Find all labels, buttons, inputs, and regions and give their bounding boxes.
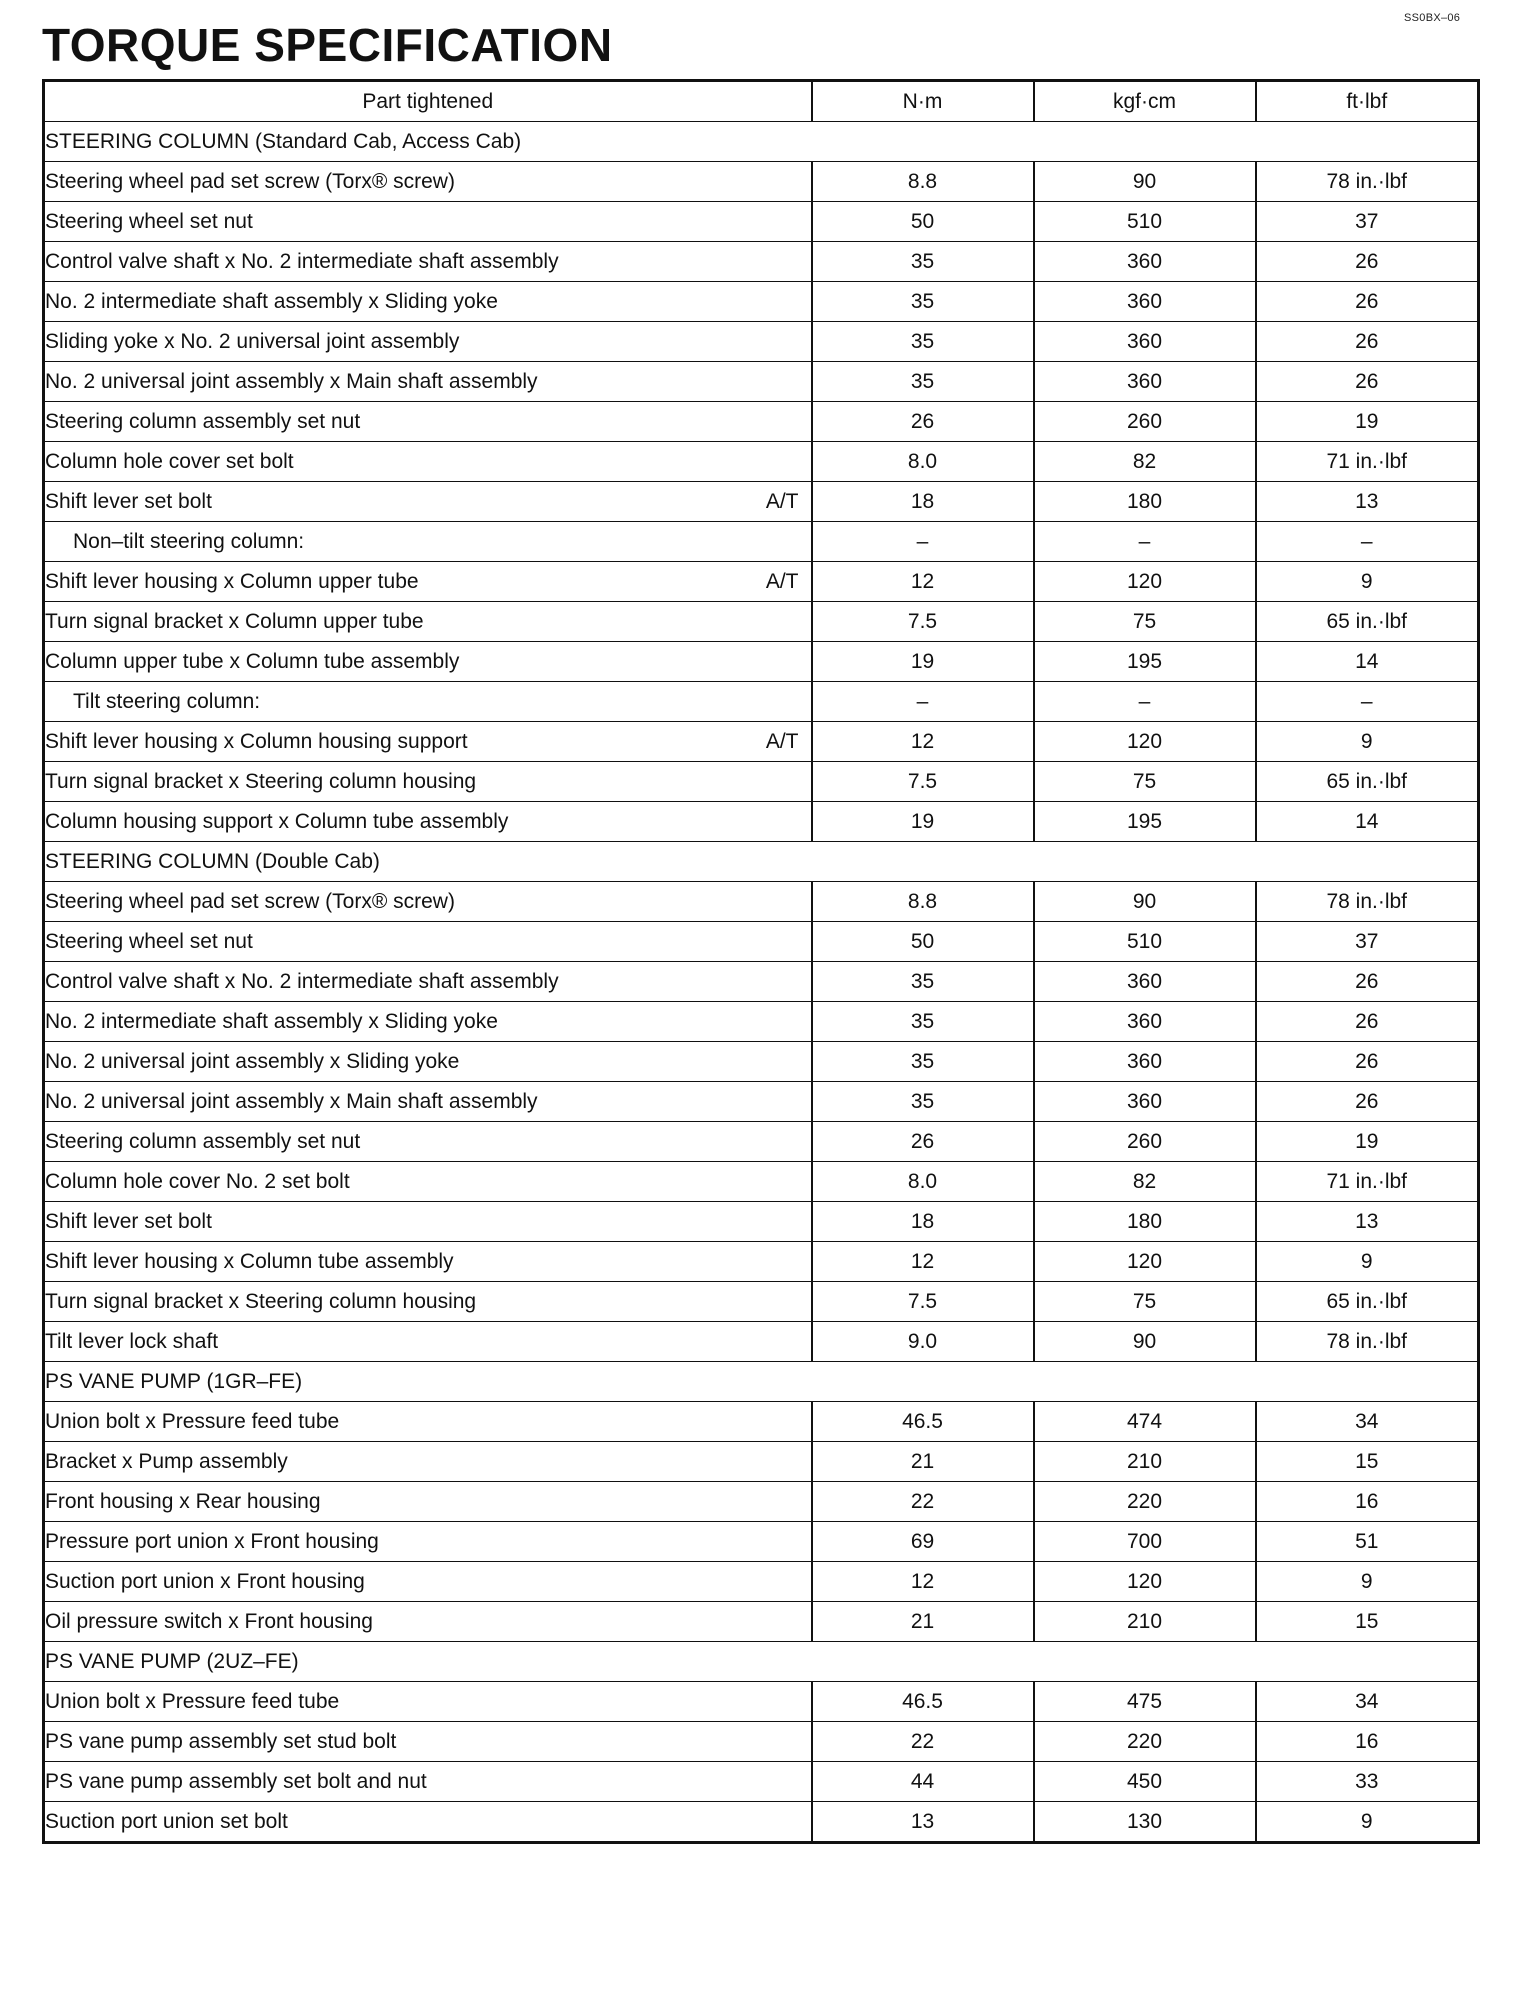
nm-value: 21 xyxy=(812,1602,1034,1642)
kgf-cm-value: 90 xyxy=(1034,882,1256,922)
ft-lbf-value: 26 xyxy=(1256,1042,1479,1082)
part-cell xyxy=(44,1202,812,1242)
ft-lbf-value: 26 xyxy=(1256,1002,1479,1042)
nm-value: 26 xyxy=(812,1122,1034,1162)
section-heading: PS VANE PUMP (2UZ–FE) xyxy=(44,1642,1479,1682)
kgf-cm-value: 120 xyxy=(1034,1242,1256,1282)
ft-lbf-value: 34 xyxy=(1256,1682,1479,1722)
kgf-cm-value: 260 xyxy=(1034,1122,1256,1162)
table-row xyxy=(44,282,1479,322)
part-cell xyxy=(44,442,812,482)
table-row xyxy=(44,642,1479,682)
ft-lbf-value: 16 xyxy=(1256,1722,1479,1762)
part-name: Column upper tube x Column tube assembly xyxy=(45,649,460,673)
nm-value: 19 xyxy=(812,802,1034,842)
kgf-cm-value: 90 xyxy=(1034,1322,1256,1362)
table-row xyxy=(44,322,1479,362)
section-heading: STEERING COLUMN (Standard Cab, Access Cab) xyxy=(44,122,1479,162)
part-name: Sliding yoke x No. 2 universal joint assembly xyxy=(45,329,460,353)
header-part-tightened: Part tightened xyxy=(44,81,812,122)
ft-lbf-value: 33 xyxy=(1256,1762,1479,1802)
part-name: Pressure port union x Front housing xyxy=(45,1529,379,1553)
header-kgf-cm: kgf·cm xyxy=(1034,81,1256,122)
part-cell xyxy=(44,1802,812,1843)
part-cell xyxy=(44,162,812,202)
part-cell xyxy=(44,1602,812,1642)
part-cell xyxy=(44,1562,812,1602)
nm-value: 35 xyxy=(812,1042,1034,1082)
part-name: Non–tilt steering column: xyxy=(73,529,305,553)
part-name: Oil pressure switch x Front housing xyxy=(45,1609,373,1633)
ft-lbf-value: 16 xyxy=(1256,1482,1479,1522)
nm-value: 12 xyxy=(812,1242,1034,1282)
nm-value: 35 xyxy=(812,242,1034,282)
ft-lbf-value: 71 in.·lbf xyxy=(1256,442,1479,482)
nm-value: 7.5 xyxy=(812,1282,1034,1322)
kgf-cm-value: 82 xyxy=(1034,442,1256,482)
part-cell xyxy=(44,362,812,402)
part-name: Steering column assembly set nut xyxy=(45,1129,361,1153)
table-row xyxy=(44,242,1479,282)
table-row xyxy=(44,922,1479,962)
part-cell xyxy=(44,882,812,922)
part-name: Control valve shaft x No. 2 intermediate shaft assembly xyxy=(45,969,559,993)
kgf-cm-value: 360 xyxy=(1034,282,1256,322)
part-cell xyxy=(44,762,812,802)
ft-lbf-value: 13 xyxy=(1256,482,1479,522)
ft-lbf-value: 26 xyxy=(1256,362,1479,402)
nm-value: 18 xyxy=(812,482,1034,522)
table-row xyxy=(44,1122,1479,1162)
part-cell xyxy=(44,1282,812,1322)
section-heading-row xyxy=(44,122,1479,162)
nm-value: 69 xyxy=(812,1522,1034,1562)
table-row xyxy=(44,1442,1479,1482)
nm-value: 22 xyxy=(812,1482,1034,1522)
ft-lbf-value: 37 xyxy=(1256,202,1479,242)
nm-value: 50 xyxy=(812,202,1034,242)
table-row xyxy=(44,1802,1479,1843)
nm-value: 9.0 xyxy=(812,1322,1034,1362)
nm-value: 18 xyxy=(812,1202,1034,1242)
table-row xyxy=(44,1282,1479,1322)
table-body xyxy=(44,122,1479,1843)
part-name: Suction port union set bolt xyxy=(45,1809,288,1833)
nm-value: 35 xyxy=(812,282,1034,322)
nm-value: 44 xyxy=(812,1762,1034,1802)
kgf-cm-value: 210 xyxy=(1034,1602,1256,1642)
ft-lbf-value: 9 xyxy=(1256,1562,1479,1602)
nm-value: 7.5 xyxy=(812,762,1034,802)
kgf-cm-value: 700 xyxy=(1034,1522,1256,1562)
ft-lbf-value: 9 xyxy=(1256,562,1479,602)
kgf-cm-value: 75 xyxy=(1034,762,1256,802)
nm-value: 12 xyxy=(812,722,1034,762)
part-name: Tilt steering column: xyxy=(73,689,261,713)
nm-value: 12 xyxy=(812,562,1034,602)
part-cell xyxy=(44,202,812,242)
table-row xyxy=(44,482,1479,522)
part-name: PS vane pump assembly set stud bolt xyxy=(45,1729,397,1753)
part-cell xyxy=(44,1442,812,1482)
table-row xyxy=(44,1082,1479,1122)
nm-value: 8.8 xyxy=(812,162,1034,202)
kgf-cm-value: 82 xyxy=(1034,1162,1256,1202)
kgf-cm-value: 220 xyxy=(1034,1722,1256,1762)
part-name: Bracket x Pump assembly xyxy=(45,1449,288,1473)
nm-value: 22 xyxy=(812,1722,1034,1762)
nm-value: 35 xyxy=(812,1002,1034,1042)
table-row xyxy=(44,1522,1479,1562)
part-name: Shift lever housing x Column housing support xyxy=(45,729,468,753)
part-name: No. 2 universal joint assembly x Main shaft assembly xyxy=(45,1089,538,1113)
part-name: Steering column assembly set nut xyxy=(45,409,361,433)
ft-lbf-value: 14 xyxy=(1256,802,1479,842)
kgf-cm-value: 120 xyxy=(1034,1562,1256,1602)
part-cell xyxy=(44,1402,812,1442)
header-ft-lbf: ft·lbf xyxy=(1256,81,1479,122)
page-title: TORQUE SPECIFICATION xyxy=(42,19,613,71)
nm-value: 12 xyxy=(812,1562,1034,1602)
part-name: Turn signal bracket x Steering column housing xyxy=(45,769,477,793)
table-row xyxy=(44,1322,1479,1362)
kgf-cm-value: 260 xyxy=(1034,402,1256,442)
kgf-cm-value: 220 xyxy=(1034,1482,1256,1522)
kgf-cm-value: 360 xyxy=(1034,1042,1256,1082)
part-name: Shift lever set bolt xyxy=(45,1209,212,1233)
table-row xyxy=(44,1762,1479,1802)
table-row xyxy=(44,522,1479,562)
header-nm: N·m xyxy=(812,81,1034,122)
part-name: Turn signal bracket x Column upper tube xyxy=(45,609,424,633)
part-name: Front housing x Rear housing xyxy=(45,1489,321,1513)
table-row xyxy=(44,202,1479,242)
table-row xyxy=(44,1682,1479,1722)
kgf-cm-value: 510 xyxy=(1034,922,1256,962)
part-name: Turn signal bracket x Steering column housing xyxy=(45,1289,477,1313)
nm-value: 35 xyxy=(812,1082,1034,1122)
part-cell xyxy=(44,1242,812,1282)
ft-lbf-value: 26 xyxy=(1256,242,1479,282)
ft-lbf-value: 26 xyxy=(1256,282,1479,322)
part-cell xyxy=(44,282,812,322)
ft-lbf-value: 65 in.·lbf xyxy=(1256,602,1479,642)
table-row xyxy=(44,882,1479,922)
table-row xyxy=(44,402,1479,442)
nm-value: 50 xyxy=(812,922,1034,962)
table-row xyxy=(44,1202,1479,1242)
ft-lbf-value: 14 xyxy=(1256,642,1479,682)
table-row xyxy=(44,1482,1479,1522)
part-name: Shift lever housing x Column upper tube xyxy=(45,569,419,593)
table-row xyxy=(44,1242,1479,1282)
part-name: Union bolt x Pressure feed tube xyxy=(45,1689,340,1713)
part-cell xyxy=(44,322,812,362)
part-cell xyxy=(44,1162,812,1202)
part-name: Column hole cover set bolt xyxy=(45,449,294,473)
table-row xyxy=(44,1162,1479,1202)
ft-lbf-value: 19 xyxy=(1256,1122,1479,1162)
nm-value: 8.0 xyxy=(812,442,1034,482)
ft-lbf-value: – xyxy=(1256,682,1479,722)
nm-value: 35 xyxy=(812,322,1034,362)
nm-value: – xyxy=(812,522,1034,562)
ft-lbf-value: 71 in.·lbf xyxy=(1256,1162,1479,1202)
part-cell xyxy=(44,962,812,1002)
part-name: PS vane pump assembly set bolt and nut xyxy=(45,1769,427,1793)
part-name: Steering wheel pad set screw (Torx® screw) xyxy=(45,889,455,913)
ft-lbf-value: 9 xyxy=(1256,1242,1479,1282)
kgf-cm-value: 360 xyxy=(1034,962,1256,1002)
transmission-note: A/T xyxy=(765,489,799,513)
part-name: Shift lever housing x Column tube assembly xyxy=(45,1249,454,1273)
table-row xyxy=(44,162,1479,202)
part-cell xyxy=(44,1002,812,1042)
section-heading-row xyxy=(44,842,1479,882)
part-cell xyxy=(44,642,812,682)
part-cell xyxy=(44,562,812,602)
table-row xyxy=(44,602,1479,642)
kgf-cm-value: 75 xyxy=(1034,1282,1256,1322)
part-name: Steering wheel set nut xyxy=(45,929,253,953)
kgf-cm-value: 475 xyxy=(1034,1682,1256,1722)
table-row xyxy=(44,1722,1479,1762)
part-cell xyxy=(44,682,812,722)
part-name: Union bolt x Pressure feed tube xyxy=(45,1409,340,1433)
ft-lbf-value: 37 xyxy=(1256,922,1479,962)
part-cell xyxy=(44,1682,812,1722)
table-row xyxy=(44,1402,1479,1442)
part-name: Steering wheel pad set screw (Torx® screw) xyxy=(45,169,455,193)
part-cell xyxy=(44,1082,812,1122)
kgf-cm-value: 510 xyxy=(1034,202,1256,242)
kgf-cm-value: 360 xyxy=(1034,362,1256,402)
ft-lbf-value: 9 xyxy=(1256,722,1479,762)
nm-value: 26 xyxy=(812,402,1034,442)
part-name: Steering wheel set nut xyxy=(45,209,253,233)
table-row xyxy=(44,722,1479,762)
part-name: Column housing support x Column tube assembly xyxy=(45,809,509,833)
document-code: SS0BX–06 xyxy=(1404,12,1461,24)
ft-lbf-value: 65 in.·lbf xyxy=(1256,1282,1479,1322)
ft-lbf-value: 78 in.·lbf xyxy=(1256,882,1479,922)
part-cell xyxy=(44,802,812,842)
part-cell xyxy=(44,522,812,562)
table-row xyxy=(44,682,1479,722)
table-row xyxy=(44,362,1479,402)
part-cell xyxy=(44,722,812,762)
table-row xyxy=(44,1002,1479,1042)
nm-value: 21 xyxy=(812,1442,1034,1482)
part-cell xyxy=(44,1522,812,1562)
part-cell xyxy=(44,1762,812,1802)
kgf-cm-value: – xyxy=(1034,682,1256,722)
kgf-cm-value: 360 xyxy=(1034,242,1256,282)
part-name: Column hole cover No. 2 set bolt xyxy=(45,1169,350,1193)
part-name: No. 2 universal joint assembly x Sliding yoke xyxy=(45,1049,460,1073)
part-cell xyxy=(44,1322,812,1362)
table-row xyxy=(44,1042,1479,1082)
kgf-cm-value: 180 xyxy=(1034,1202,1256,1242)
nm-value: 35 xyxy=(812,362,1034,402)
part-name: No. 2 universal joint assembly x Main shaft assembly xyxy=(45,369,538,393)
table-row xyxy=(44,962,1479,1002)
nm-value: 13 xyxy=(812,1802,1034,1843)
table-row xyxy=(44,802,1479,842)
ft-lbf-value: 9 xyxy=(1256,1802,1479,1843)
table-row xyxy=(44,1602,1479,1642)
part-name: Tilt lever lock shaft xyxy=(45,1329,219,1353)
ft-lbf-value: 26 xyxy=(1256,322,1479,362)
part-cell xyxy=(44,402,812,442)
table-row xyxy=(44,562,1479,602)
nm-value: 35 xyxy=(812,962,1034,1002)
kgf-cm-value: – xyxy=(1034,522,1256,562)
nm-value: 46.5 xyxy=(812,1402,1034,1442)
kgf-cm-value: 75 xyxy=(1034,602,1256,642)
kgf-cm-value: 120 xyxy=(1034,562,1256,602)
part-name: No. 2 intermediate shaft assembly x Sliding yoke xyxy=(45,1009,498,1033)
ft-lbf-value: – xyxy=(1256,522,1479,562)
nm-value: 46.5 xyxy=(812,1682,1034,1722)
torque-spec-table xyxy=(42,79,1480,1844)
transmission-note: A/T xyxy=(765,569,799,593)
kgf-cm-value: 360 xyxy=(1034,1082,1256,1122)
part-cell xyxy=(44,1482,812,1522)
part-cell xyxy=(44,1122,812,1162)
kgf-cm-value: 195 xyxy=(1034,802,1256,842)
ft-lbf-value: 78 in.·lbf xyxy=(1256,162,1479,202)
kgf-cm-value: 450 xyxy=(1034,1762,1256,1802)
kgf-cm-value: 474 xyxy=(1034,1402,1256,1442)
ft-lbf-value: 13 xyxy=(1256,1202,1479,1242)
part-cell xyxy=(44,1042,812,1082)
transmission-note: A/T xyxy=(765,729,799,753)
ft-lbf-value: 15 xyxy=(1256,1602,1479,1642)
section-heading: STEERING COLUMN (Double Cab) xyxy=(44,842,1479,882)
ft-lbf-value: 26 xyxy=(1256,1082,1479,1122)
kgf-cm-value: 210 xyxy=(1034,1442,1256,1482)
ft-lbf-value: 19 xyxy=(1256,402,1479,442)
kgf-cm-value: 360 xyxy=(1034,322,1256,362)
table-row xyxy=(44,1562,1479,1602)
ft-lbf-value: 51 xyxy=(1256,1522,1479,1562)
part-cell xyxy=(44,482,812,522)
ft-lbf-value: 26 xyxy=(1256,962,1479,1002)
part-cell xyxy=(44,602,812,642)
part-name: Shift lever set bolt xyxy=(45,489,212,513)
nm-value: 7.5 xyxy=(812,602,1034,642)
ft-lbf-value: 34 xyxy=(1256,1402,1479,1442)
ft-lbf-value: 65 in.·lbf xyxy=(1256,762,1479,802)
table-row xyxy=(44,762,1479,802)
ft-lbf-value: 15 xyxy=(1256,1442,1479,1482)
part-cell xyxy=(44,1722,812,1762)
part-cell xyxy=(44,242,812,282)
kgf-cm-value: 90 xyxy=(1034,162,1256,202)
section-heading-row xyxy=(44,1362,1479,1402)
table-row xyxy=(44,442,1479,482)
nm-value: 8.0 xyxy=(812,1162,1034,1202)
nm-value: – xyxy=(812,682,1034,722)
nm-value: 19 xyxy=(812,642,1034,682)
part-name: Control valve shaft x No. 2 intermediate shaft assembly xyxy=(45,249,559,273)
kgf-cm-value: 120 xyxy=(1034,722,1256,762)
nm-value: 8.8 xyxy=(812,882,1034,922)
section-heading-row xyxy=(44,1642,1479,1682)
kgf-cm-value: 195 xyxy=(1034,642,1256,682)
kgf-cm-value: 180 xyxy=(1034,482,1256,522)
kgf-cm-value: 130 xyxy=(1034,1802,1256,1843)
header-row xyxy=(44,81,1479,122)
part-name: Suction port union x Front housing xyxy=(45,1569,365,1593)
ft-lbf-value: 78 in.·lbf xyxy=(1256,1322,1479,1362)
kgf-cm-value: 360 xyxy=(1034,1002,1256,1042)
part-cell xyxy=(44,922,812,962)
section-heading: PS VANE PUMP (1GR–FE) xyxy=(44,1362,1479,1402)
part-name: No. 2 intermediate shaft assembly x Sliding yoke xyxy=(45,289,498,313)
